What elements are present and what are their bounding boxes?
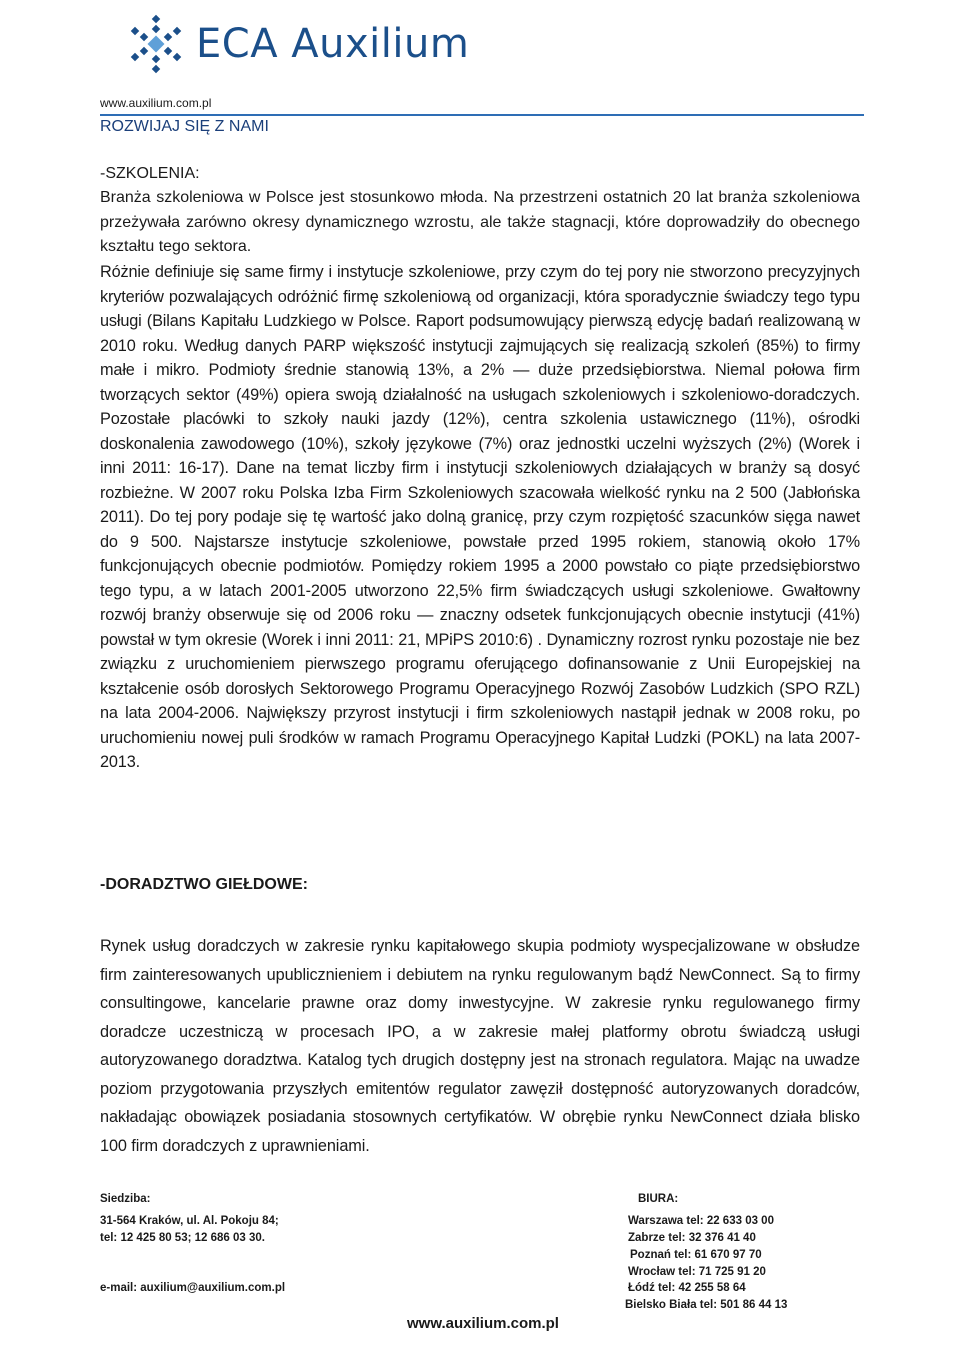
footer-office-poznan: Poznań tel: 61 670 97 70 bbox=[630, 1249, 762, 1261]
footer-hq-address: 31-564 Kraków, ul. Al. Pokoju 84; bbox=[100, 1215, 279, 1227]
logo-text: ECA Auxilium bbox=[196, 21, 470, 67]
footer-office-warszawa: Warszawa tel: 22 633 03 00 bbox=[628, 1215, 774, 1227]
site-url[interactable]: www.auxilium.com.pl bbox=[100, 96, 212, 110]
section-title-trainings: -SZKOLENIA: bbox=[100, 165, 200, 182]
section-title-stock-advisory: -DORADZTWO GIEŁDOWE: bbox=[100, 876, 308, 893]
section-intro-paragraph: Branża szkoleniowa w Polsce jest stosunkowo młoda. Na przestrzeni ostatnich 20 lat branża szkoleniowa przeżywała zarówno okresy dynamicznego wzrostu, ale także stagnacji, które doprowadziły do obecnego kształtu tego sektora. bbox=[100, 189, 860, 255]
company-logo[interactable] bbox=[128, 14, 469, 74]
header-divider bbox=[100, 114, 864, 116]
footer-office-zabrze: Zabrze tel: 32 376 41 40 bbox=[628, 1232, 756, 1244]
footer-office-bielsko: Bielsko Biała tel: 501 86 44 13 bbox=[625, 1299, 788, 1311]
footer-office-wroclaw: Wrocław tel: 71 725 91 20 bbox=[628, 1266, 766, 1278]
footer-office-lodz: Łódź tel: 42 255 58 64 bbox=[628, 1282, 746, 1294]
footer-offices-label: BIURA: bbox=[638, 1193, 679, 1205]
footer-hq-phone: tel: 12 425 80 53; 12 686 03 30. bbox=[100, 1232, 265, 1244]
snowflake-logo-icon bbox=[128, 14, 184, 74]
section-body-paragraph: Rynek usług doradczych w zakresie rynku kapitałowego skupia podmioty wyspecjalizowane w obsłudze firm zainteresowanych upublicznieniem i debiutem na rynku regulowanym bądź NewConnect. Są to firmy consultingowe, kancelarie prawne oraz domy inwestycyjne. W zakresie rynku regulowanego firmy doradcze uczestniczą w procesach IPO, a w zakresie małej platformy obrotu świadczą usługi autoryzowanego doradztwa. Katalog tych drugich dostępny jest na stronach regulatora. Mając na uwadze poziom przygotowania przyszłych emitentów regulator zawęził dostępność autoryzowanych doradców, nakładając obowiązek posiadania stosownych certyfikatów. W obrębie rynku NewConnect działa blisko 100 firm doradczych z uprawnieniami. bbox=[100, 937, 860, 1155]
footer-site-url[interactable]: www.auxilium.com.pl bbox=[407, 1315, 559, 1332]
page-footer bbox=[100, 1193, 860, 1343]
page-headline: ROZWIJAJ SIĘ Z NAMI bbox=[100, 118, 269, 135]
footer-hq-label: Siedziba: bbox=[100, 1193, 151, 1205]
section-body-paragraph: Różnie definiuje się same firmy i instytucje szkoleniowe, przy czym do tej pory nie stworzono precyzyjnych kryteriów pozwalających odróżnić firmę szkoleniową od organizacji, która sporadycznie świadczy tego typu usługi (Bilans Kapitału Ludzkiego w Polsce. Raport podsumowujący pierwszą edycję badań realizowaną w 2010 roku. Według danych PARP większość instytucji zajmujących się realizacją szkoleń (85%) to firmy małe i mikro. Podmioty średnie stanowią 13%, a 2% — duże przedsiębiorstwa. Niemal połowa firm tworzących sektor (49%) opiera swoją działalność na usługach szkoleniowych i szkoleniowo-doradczych. Pozostałe placówki to szkoły nauki jazdy (12%), centra szkolenia ustawicznego (11%), ośrodki doskonalenia zawodowego (10%), szkoły językowe (7%) oraz jednostki uczelni wyższych (2%) (Worek i inni 2011: 16-17). Dane na temat liczby firm i instytucji szkoleniowych działających w branży są dosyć rozbieżne. W 2007 roku Polska Izba Firm Szkoleniowych szacowała wielkość rynku na 2 500 (Jabłońska 2011). Do tej pory podaje się tę wartość jako dolną granicę, przy czym rozpiętość szacunków sięga nawet do 9 500. Najstarsze instytucje szkoleniowe, powstałe przed 1995 rokiem, stanowią około 17% funkcjonujących obecnie podmiotów. Pomiędzy rokiem 1995 a 2000 powstało co piąte przedsiębiorstwo tego typu, a w latach 2001-2005 utworzono 22,5% firm świadczących usługi szkoleniowe. Gwałtowny rozwój branży obserwuje się od 2006 roku — znaczny odsetek funkcjonujących obecnie instytucji (41%) powstał w tym okresie (Worek i inni 2011: 21, MPiPS 2010:6) . Dynamiczny rozrost rynku pozostaje nie bez związku z uruchomieniem pierwszego programu oferującego dofinansowanie z Unii Europejskiej na kształcenie osób dorosłych Sektorowego Programu Operacyjnego Rozwój Zasobów Ludzkich (SPO RZL) na lata 2004-2006. Największy przyrost instytucji i firm szkoleniowych nastąpił jednak w 2008 roku, po uruchomieniu nowej puli środków w ramach Programu Operacyjnego Kapitał Ludzki (POKL) na lata 2007-2013. bbox=[100, 263, 860, 771]
footer-email[interactable]: e-mail: auxilium@auxilium.com.pl bbox=[100, 1282, 286, 1294]
